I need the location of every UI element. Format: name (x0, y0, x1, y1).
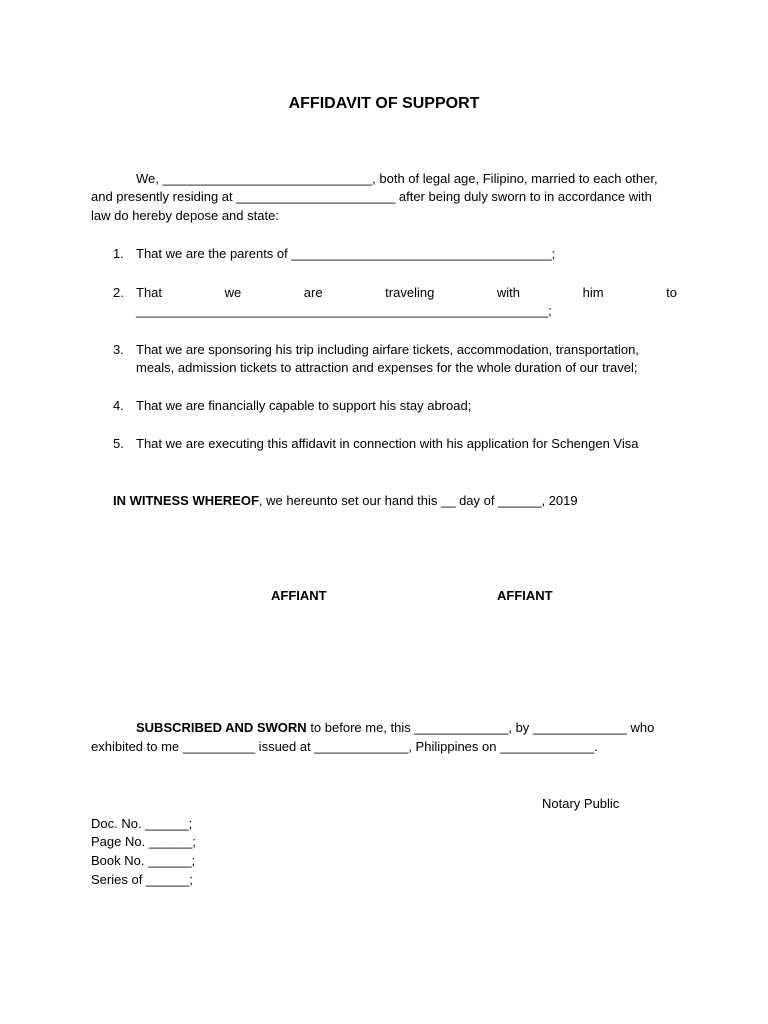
notary-public-label: Notary Public (542, 796, 620, 811)
book-number-line: Book No. ______; (91, 853, 196, 868)
item-2-word: That (136, 285, 163, 300)
item-2-word: are (303, 285, 323, 300)
item-1-text: That we are the parents of ____________________________________; (136, 246, 556, 261)
doc-number-line: Doc. No. ______; (91, 816, 193, 831)
affiant-right-label: AFFIANT (497, 588, 553, 603)
item-3-number: 3. (113, 342, 124, 357)
witness-clause (113, 493, 578, 508)
item-2-word: traveling (385, 285, 435, 300)
item-2-continuation: _________________________________________________________; (136, 303, 552, 318)
item-4-text: That we are financially capable to support his stay abroad; (136, 398, 472, 413)
document-title: AFFIDAVIT OF SUPPORT (288, 95, 480, 112)
jurat-line-2: exhibited to me __________ issued at _____________, Philippines on _____________. (91, 739, 598, 754)
item-2-word: to (666, 285, 677, 300)
series-line: Series of ______; (91, 872, 193, 887)
jurat-text: to before me, this _____________, by _____________ who (306, 720, 655, 735)
jurat-heading: SUBSCRIBED AND SWORN (136, 720, 307, 735)
item-2-justified-line (136, 285, 677, 300)
intro-line-1: We, _____________________________, both of legal age, Filipino, married to each other, (136, 171, 658, 186)
item-3-line-1: That we are sponsoring his trip including airfare tickets, accommodation, transportation, (136, 342, 639, 357)
affiant-left-label: AFFIANT (271, 588, 327, 603)
item-3-line-2: meals, admission tickets to attraction and expenses for the whole duration of our travel; (136, 360, 638, 375)
item-2-word: with (496, 285, 521, 300)
jurat-line-1 (136, 720, 654, 735)
item-4-number: 4. (113, 398, 124, 413)
item-5-text: That we are executing this affidavit in connection with his application for Schengen Visa (136, 436, 639, 451)
item-2-number: 2. (113, 285, 124, 300)
item-2-word: we (224, 285, 242, 300)
intro-line-3: law do hereby depose and state: (91, 208, 279, 223)
page-number-line: Page No. ______; (91, 834, 196, 849)
witness-heading: IN WITNESS WHEREOF (113, 493, 259, 508)
witness-text: , we hereunto set our hand this __ day of ______, 2019 (258, 493, 578, 508)
item-5-number: 5. (113, 436, 124, 451)
item-1-number: 1. (113, 246, 124, 261)
item-2-word: him (582, 285, 604, 300)
intro-line-2: and presently residing at ______________________ after being duly sworn to in accordance with (91, 189, 652, 204)
